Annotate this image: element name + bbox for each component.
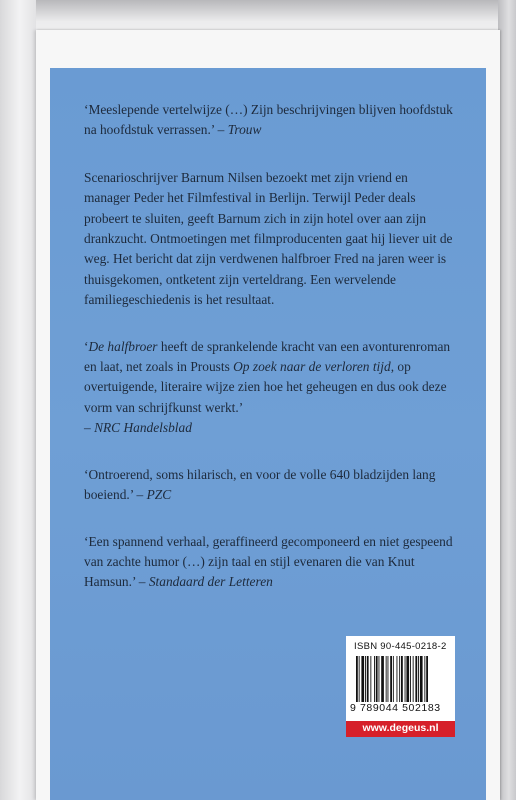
barcode-stripe (424, 656, 425, 702)
barcode-stripe (379, 656, 380, 702)
book-page-edge-left (0, 0, 36, 800)
back-cover-text (84, 100, 456, 613)
quote-pzc (84, 465, 456, 506)
proust-title: Op zoek naar de verloren tijd (233, 359, 391, 375)
barcode-stripe (426, 656, 428, 702)
isbn-label: ISBN 90-445-0218-2 (354, 641, 447, 652)
book-summary: Scenarioschrijver Barnum Nilsen bezoekt met zijn vriend en manager Peder het Filmfestival in Berlijn. Terwijl Peder deals probeert te sluiten, geeft Barnum zich in zijn hotel over aan zijn drankzucht. Ontmoetingen met filmproducenten gaat hij liever uit de weg. Het bericht dat zijn verdwenen halfbroer Fred na jaren weer is thuisgekomen, ontketent zijn verteldrang. Een wervelende familiegeschiedenis is het resultaat. (84, 169, 453, 308)
barcode-stripe (399, 656, 400, 702)
barcode-stripe (406, 656, 409, 702)
barcode-stripe (393, 656, 394, 702)
barcode-stripe (388, 656, 389, 702)
barcode-stripe (413, 656, 414, 702)
barcode-digits: 9 789044 502183 (350, 702, 441, 714)
publisher-url: www.degeus.nl (362, 722, 439, 734)
barcode-stripe (397, 656, 398, 702)
barcode-stripe (381, 656, 384, 702)
barcode-stripe (361, 656, 364, 702)
quote-text: ‘Een spannend verhaal, geraffineerd gecomponeerd en niet gespeend van zachte humor (…) zijn taal en stijl evenaren die van Knut Hamsun.’ – (84, 533, 453, 590)
barcode-stripe (376, 656, 378, 702)
book-title: De halfbroer (88, 338, 158, 354)
barcode-stripe (367, 656, 369, 702)
publisher-banner (346, 721, 455, 737)
barcode-stripe (401, 656, 403, 702)
barcode-stripe (365, 656, 366, 702)
quote-nrc (84, 337, 456, 439)
quote-text: ‘Ontroerend, soms hilarisch, en voor de volle 640 bladzijden lang boeiend.’ – (84, 466, 436, 503)
quote-standaard (84, 532, 456, 593)
quote-text: ‘Meeslepende vertelwijze (…) Zijn beschrijvingen blijven hoofdstuk na hoofdstuk verrassen.’ – (84, 102, 453, 138)
barcode-stripe (370, 656, 371, 702)
barcode-stripe (420, 656, 423, 702)
quote-text: heeft de sprankelende kracht van een avonturenroman en laat, net zoals in Prousts (84, 338, 451, 375)
barcode-stripe (418, 656, 419, 702)
quote-source: NRC Handelsblad (94, 420, 192, 436)
barcode-stripe (386, 656, 387, 702)
barcode-box (346, 636, 455, 721)
barcode-stripe (390, 656, 392, 702)
barcode-bars (356, 656, 448, 702)
quote-text: , op overtuigende, literaire wijze zien hoe het geheugen en dus ook deze vorm van schrijfkunst werkt.’ (84, 359, 447, 415)
quote-source: Trouw (227, 122, 262, 138)
quote-source: PZC (146, 487, 172, 503)
barcode-stripe (359, 656, 360, 702)
barcode-stripe (405, 656, 406, 702)
quote-dash: – (84, 420, 91, 436)
barcode-stripe (415, 656, 417, 702)
back-cover (36, 30, 500, 800)
barcode-stripe (356, 656, 358, 702)
quote-trouw (84, 100, 456, 141)
barcode-stripe (374, 656, 375, 702)
quote-open-mark: ‘ (84, 338, 89, 354)
quote-source: Standaard der Letteren (148, 574, 273, 590)
book-page-edge-right (498, 0, 516, 800)
barcode-stripe (410, 656, 411, 702)
